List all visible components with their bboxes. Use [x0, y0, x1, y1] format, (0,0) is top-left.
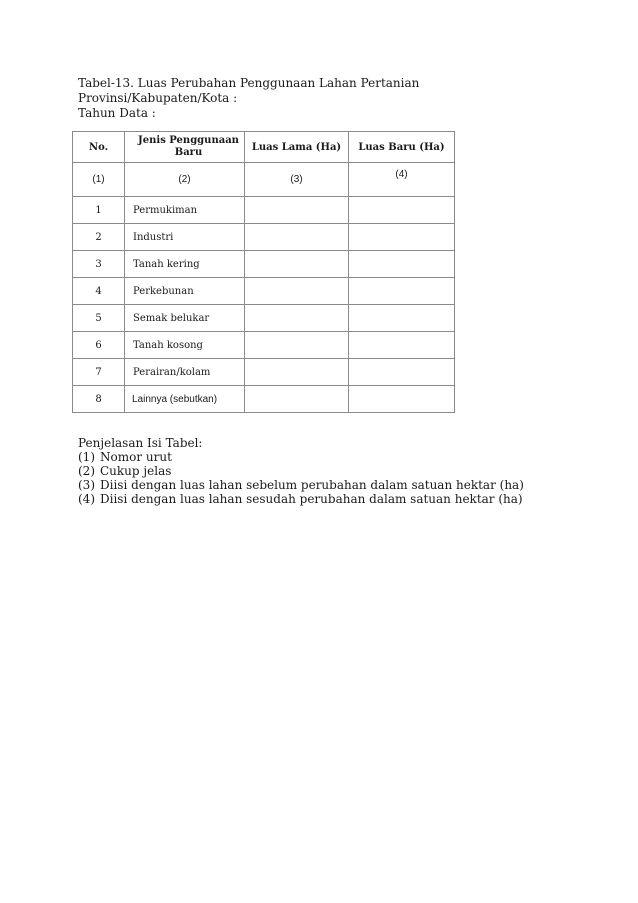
row-no: 3	[73, 251, 125, 278]
column-number: (4)	[349, 163, 455, 197]
region-label: Provinsi/Kabupaten/Kota :	[78, 91, 238, 105]
explanation-item	[78, 464, 524, 478]
row-jenis: Perairan/kolam	[125, 359, 245, 386]
row-luas-baru-cell	[349, 224, 455, 251]
explanation-item-text: Diisi dengan luas lahan sebelum perubahan dalam satuan hektar (ha)	[100, 478, 524, 492]
row-luas-lama-cell	[245, 278, 349, 305]
explanation-item-number: (4)	[78, 492, 95, 506]
column-number: (2)	[125, 163, 245, 197]
table-row	[73, 278, 455, 305]
table-row	[73, 359, 455, 386]
row-jenis: Tanah kosong	[125, 332, 245, 359]
row-luas-lama-cell	[245, 305, 349, 332]
explanation-item-number: (3)	[78, 478, 95, 492]
table-row	[73, 386, 455, 413]
row-luas-baru-cell	[349, 251, 455, 278]
row-jenis: Industri	[125, 224, 245, 251]
row-luas-baru-cell	[349, 278, 455, 305]
header-luas-lama: Luas Lama (Ha)	[245, 132, 349, 163]
table-row	[73, 197, 455, 224]
row-luas-baru-cell	[349, 197, 455, 224]
row-luas-lama-cell	[245, 197, 349, 224]
table-row	[73, 332, 455, 359]
row-jenis: Lainnya (sebutkan)	[125, 386, 245, 413]
document-heading	[78, 76, 419, 121]
header-no: No.	[73, 132, 125, 163]
row-no: 1	[73, 197, 125, 224]
row-luas-baru-cell	[349, 332, 455, 359]
explanation-item	[78, 492, 524, 506]
row-jenis: Tanah kering	[125, 251, 245, 278]
table-explanation	[78, 436, 524, 506]
column-number: (1)	[73, 163, 125, 197]
row-no: 7	[73, 359, 125, 386]
row-jenis: Permukiman	[125, 197, 245, 224]
explanation-item-number: (1)	[78, 450, 95, 464]
row-jenis: Perkebunan	[125, 278, 245, 305]
explanation-title: Penjelasan Isi Tabel:	[78, 436, 203, 450]
row-luas-lama-cell	[245, 332, 349, 359]
row-luas-lama-cell	[245, 359, 349, 386]
row-no: 6	[73, 332, 125, 359]
table-title: Tabel-13. Luas Perubahan Penggunaan Lahan Pertanian	[78, 76, 420, 90]
land-use-change-table	[72, 131, 455, 413]
explanation-item-text: Cukup jelas	[100, 464, 172, 478]
table-row	[73, 224, 455, 251]
explanation-item	[78, 478, 524, 492]
row-no: 5	[73, 305, 125, 332]
explanation-item-text: Diisi dengan luas lahan sesudah perubahan dalam satuan hektar (ha)	[100, 492, 523, 506]
row-jenis: Semak belukar	[125, 305, 245, 332]
row-no: 8	[73, 386, 125, 413]
row-no: 2	[73, 224, 125, 251]
row-luas-lama-cell	[245, 386, 349, 413]
header-luas-baru: Luas Baru (Ha)	[349, 132, 455, 163]
column-number: (3)	[245, 163, 349, 197]
header-jenis: Jenis Penggunaan Baru	[125, 132, 245, 163]
explanation-item	[78, 450, 524, 464]
explanation-item-text: Nomor urut	[100, 450, 172, 464]
table-row	[73, 305, 455, 332]
year-label: Tahun Data :	[78, 106, 156, 120]
row-luas-baru-cell	[349, 305, 455, 332]
row-no: 4	[73, 278, 125, 305]
explanation-item-number: (2)	[78, 464, 95, 478]
row-luas-baru-cell	[349, 386, 455, 413]
table-header-row	[73, 132, 455, 163]
row-luas-lama-cell	[245, 251, 349, 278]
table-row	[73, 251, 455, 278]
row-luas-baru-cell	[349, 359, 455, 386]
row-luas-lama-cell	[245, 224, 349, 251]
column-number-row	[73, 163, 455, 197]
